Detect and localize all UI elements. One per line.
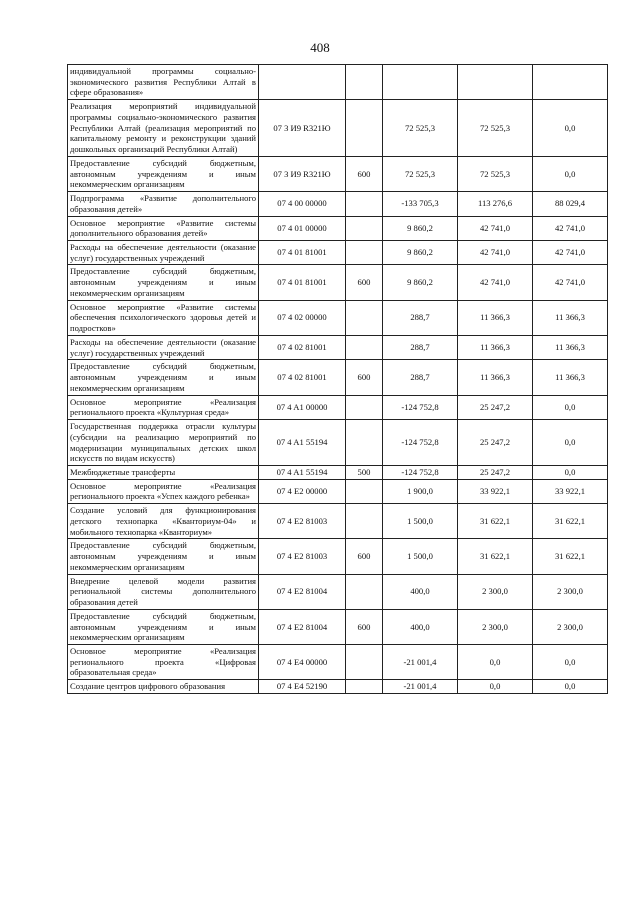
row-amount-3-cell: 0,0	[533, 465, 608, 479]
row-expense-type-cell: 600	[346, 265, 383, 300]
row-amount-3-cell: 0,0	[533, 680, 608, 694]
table-row	[68, 192, 608, 216]
row-name-cell: Основное мероприятие «Развитие системы дополнительного образования детей»	[68, 216, 259, 240]
row-expense-type-cell: 600	[346, 609, 383, 644]
row-code-cell: 07 4 E2 00000	[259, 479, 346, 503]
table-row	[68, 465, 608, 479]
row-amount-1-cell: 72 525,3	[383, 100, 458, 157]
row-name-cell: Внедрение целевой модели развития региональной системы дополнительного образования детей	[68, 574, 259, 609]
row-amount-2-cell: 25 247,2	[458, 395, 533, 419]
row-amount-1-cell: 288,7	[383, 335, 458, 359]
row-amount-2-cell: 72 525,3	[458, 156, 533, 191]
row-amount-3-cell: 2 300,0	[533, 574, 608, 609]
row-expense-type-cell	[346, 574, 383, 609]
row-name-cell: Расходы на обеспечение деятельности (оказание услуг) государственных учреждений	[68, 241, 259, 265]
row-expense-type-cell	[346, 395, 383, 419]
row-expense-type-cell	[346, 644, 383, 679]
budget-table	[67, 64, 608, 694]
row-amount-3-cell: 42 741,0	[533, 241, 608, 265]
row-expense-type-cell	[346, 335, 383, 359]
row-name-cell: Основное мероприятие «Развитие системы обеспечения психологического здоровья детей и подростков»	[68, 300, 259, 335]
table-row	[68, 300, 608, 335]
row-code-cell: 07 3 И9 R321Ю	[259, 100, 346, 157]
row-amount-1-cell: -21 001,4	[383, 644, 458, 679]
table-row	[68, 479, 608, 503]
row-amount-1-cell: 1 900,0	[383, 479, 458, 503]
row-amount-3-cell: 0,0	[533, 420, 608, 466]
table-row	[68, 335, 608, 359]
row-amount-1-cell: 9 860,2	[383, 265, 458, 300]
row-name-cell: Реализация мероприятий индивидуальной программы социально-экономического развития Республики Алтай (реализация мероприятий по капитальному ремонту и реконструкции зданий дошкольных организаций Республики Алтай)	[68, 100, 259, 157]
row-amount-1-cell: -124 752,8	[383, 420, 458, 466]
row-expense-type-cell	[346, 479, 383, 503]
row-amount-3-cell: 0,0	[533, 395, 608, 419]
row-expense-type-cell	[346, 300, 383, 335]
row-code-cell: 07 4 E2 81004	[259, 609, 346, 644]
row-amount-3-cell: 2 300,0	[533, 609, 608, 644]
row-amount-1-cell: -133 705,3	[383, 192, 458, 216]
row-amount-1-cell: 72 525,3	[383, 156, 458, 191]
row-amount-2-cell: 42 741,0	[458, 265, 533, 300]
row-amount-2-cell: 2 300,0	[458, 609, 533, 644]
row-expense-type-cell	[346, 192, 383, 216]
row-name-cell: Подпрограмма «Развитие дополнительного образования детей»	[68, 192, 259, 216]
row-code-cell	[259, 65, 346, 100]
row-name-cell: Основное мероприятие «Реализация регионального проекта «Цифровая образовательная среда»	[68, 644, 259, 679]
row-expense-type-cell: 600	[346, 539, 383, 574]
row-amount-2-cell: 33 922,1	[458, 479, 533, 503]
row-name-cell: Предоставление субсидий бюджетным, автономным учреждениям и иным некоммерческим организациям	[68, 609, 259, 644]
row-expense-type-cell	[346, 241, 383, 265]
row-name-cell: Расходы на обеспечение деятельности (оказание услуг) государственных учреждений	[68, 335, 259, 359]
table-row	[68, 609, 608, 644]
row-amount-3-cell: 88 029,4	[533, 192, 608, 216]
row-name-cell: Межбюджетные трансферты	[68, 465, 259, 479]
row-code-cell: 07 4 A1 55194	[259, 420, 346, 466]
table-row	[68, 644, 608, 679]
table-row	[68, 216, 608, 240]
table-row	[68, 65, 608, 100]
row-name-cell: индивидуальной программы социально-экономического развития Республики Алтай в сфере образования»	[68, 65, 259, 100]
row-code-cell: 07 4 A1 00000	[259, 395, 346, 419]
row-name-cell: Создание центров цифрового образования	[68, 680, 259, 694]
row-amount-1-cell: -124 752,8	[383, 395, 458, 419]
row-name-cell: Создание условий для функционирования детского технопарка «Кванториум-04» и мобильного технопарка «Кванториум»	[68, 504, 259, 539]
table-body	[68, 65, 608, 694]
table-row	[68, 420, 608, 466]
row-code-cell: 07 4 E4 52190	[259, 680, 346, 694]
table-row	[68, 360, 608, 395]
row-code-cell: 07 4 02 00000	[259, 300, 346, 335]
row-expense-type-cell	[346, 216, 383, 240]
row-amount-3-cell	[533, 65, 608, 100]
row-amount-2-cell: 11 366,3	[458, 360, 533, 395]
row-expense-type-cell	[346, 680, 383, 694]
row-name-cell: Основное мероприятие «Реализация регионального проекта «Успех каждого ребенка»	[68, 479, 259, 503]
row-code-cell: 07 4 E2 81003	[259, 504, 346, 539]
row-name-cell: Предоставление субсидий бюджетным, автономным учреждениям и иным некоммерческим организациям	[68, 265, 259, 300]
table-row	[68, 539, 608, 574]
row-code-cell: 07 3 И9 R321Ю	[259, 156, 346, 191]
row-expense-type-cell: 500	[346, 465, 383, 479]
table-row	[68, 241, 608, 265]
row-amount-2-cell: 0,0	[458, 644, 533, 679]
row-amount-3-cell: 42 741,0	[533, 216, 608, 240]
row-amount-3-cell: 0,0	[533, 100, 608, 157]
row-code-cell: 07 4 E2 81004	[259, 574, 346, 609]
row-code-cell: 07 4 01 00000	[259, 216, 346, 240]
row-amount-1-cell: 1 500,0	[383, 504, 458, 539]
row-name-cell: Государственная поддержка отрасли культуры (субсидии на реализацию мероприятий по модернизации муниципальных детских школ искусств по видам искусств)	[68, 420, 259, 466]
table-row	[68, 574, 608, 609]
row-amount-3-cell: 31 622,1	[533, 504, 608, 539]
row-amount-3-cell: 33 922,1	[533, 479, 608, 503]
row-amount-2-cell: 25 247,2	[458, 465, 533, 479]
row-code-cell: 07 4 02 81001	[259, 360, 346, 395]
row-name-cell: Предоставление субсидий бюджетным, автономным учреждениям и иным некоммерческим организациям	[68, 156, 259, 191]
row-amount-2-cell: 72 525,3	[458, 100, 533, 157]
row-expense-type-cell: 600	[346, 360, 383, 395]
row-amount-2-cell	[458, 65, 533, 100]
row-amount-1-cell: -124 752,8	[383, 465, 458, 479]
row-amount-2-cell: 0,0	[458, 680, 533, 694]
row-amount-1-cell: 400,0	[383, 574, 458, 609]
row-amount-3-cell: 42 741,0	[533, 265, 608, 300]
row-name-cell: Предоставление субсидий бюджетным, автономным учреждениям и иным некоммерческим организациям	[68, 360, 259, 395]
row-amount-3-cell: 0,0	[533, 644, 608, 679]
table-row	[68, 395, 608, 419]
row-expense-type-cell: 600	[346, 156, 383, 191]
row-amount-2-cell: 31 622,1	[458, 504, 533, 539]
row-amount-1-cell: 9 860,2	[383, 241, 458, 265]
row-amount-1-cell	[383, 65, 458, 100]
row-amount-2-cell: 2 300,0	[458, 574, 533, 609]
table-row	[68, 100, 608, 157]
row-name-cell: Предоставление субсидий бюджетным, автономным учреждениям и иным некоммерческим организациям	[68, 539, 259, 574]
row-code-cell: 07 4 01 81001	[259, 265, 346, 300]
row-code-cell: 07 4 A1 55194	[259, 465, 346, 479]
table-row	[68, 156, 608, 191]
row-expense-type-cell	[346, 420, 383, 466]
row-amount-2-cell: 31 622,1	[458, 539, 533, 574]
row-amount-2-cell: 42 741,0	[458, 216, 533, 240]
row-amount-2-cell: 11 366,3	[458, 335, 533, 359]
row-name-cell: Основное мероприятие «Реализация регионального проекта «Культурная среда»	[68, 395, 259, 419]
row-code-cell: 07 4 00 00000	[259, 192, 346, 216]
row-amount-3-cell: 11 366,3	[533, 360, 608, 395]
row-expense-type-cell	[346, 504, 383, 539]
row-amount-1-cell: -21 001,4	[383, 680, 458, 694]
row-expense-type-cell	[346, 65, 383, 100]
row-amount-2-cell: 11 366,3	[458, 300, 533, 335]
row-amount-3-cell: 11 366,3	[533, 335, 608, 359]
row-amount-1-cell: 288,7	[383, 360, 458, 395]
row-amount-1-cell: 9 860,2	[383, 216, 458, 240]
row-amount-1-cell: 400,0	[383, 609, 458, 644]
table-row	[68, 680, 608, 694]
row-amount-1-cell: 1 500,0	[383, 539, 458, 574]
page-number: 408	[310, 40, 330, 55]
table-row	[68, 504, 608, 539]
row-amount-3-cell: 31 622,1	[533, 539, 608, 574]
row-expense-type-cell	[346, 100, 383, 157]
table-row	[68, 265, 608, 300]
row-code-cell: 07 4 E2 81003	[259, 539, 346, 574]
row-amount-2-cell: 25 247,2	[458, 420, 533, 466]
row-code-cell: 07 4 02 81001	[259, 335, 346, 359]
row-amount-3-cell: 11 366,3	[533, 300, 608, 335]
row-amount-3-cell: 0,0	[533, 156, 608, 191]
row-code-cell: 07 4 E4 00000	[259, 644, 346, 679]
row-amount-2-cell: 113 276,6	[458, 192, 533, 216]
row-code-cell: 07 4 01 81001	[259, 241, 346, 265]
row-amount-1-cell: 288,7	[383, 300, 458, 335]
row-amount-2-cell: 42 741,0	[458, 241, 533, 265]
